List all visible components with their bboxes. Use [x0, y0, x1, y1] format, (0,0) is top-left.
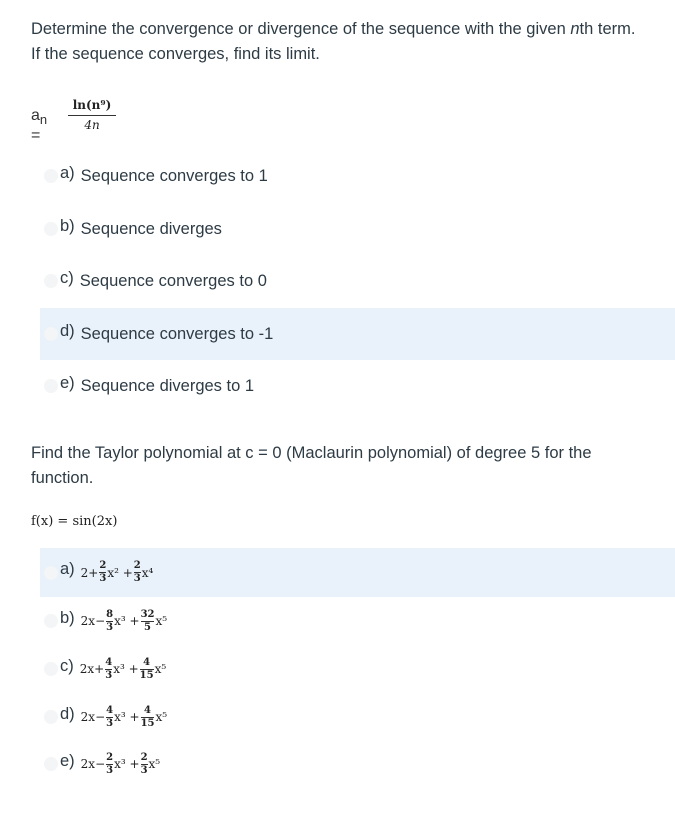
answer-text: Sequence diverges — [80, 219, 222, 238]
prompt-text: th term. — [579, 20, 636, 38]
answer-letter: e) — [60, 751, 75, 770]
answer-letter: d) — [60, 321, 75, 340]
q1-answer-d[interactable] — [40, 308, 675, 360]
radio-button[interactable] — [44, 614, 58, 628]
polynomial: 2x− 8 3 x³ + 32 5 x⁵ — [80, 608, 168, 633]
radio-button[interactable] — [44, 169, 58, 183]
fraction: 2 3 — [106, 751, 114, 776]
q1-answer-e[interactable] — [40, 360, 675, 412]
polynomial: 2x+ 4 3 x³ + 4 15 x⁵ — [79, 656, 167, 681]
radio-button[interactable] — [44, 222, 58, 236]
prompt-text: Find the Taylor polynomial at c = 0 (Maclaurin polynomial) of degree 5 for the — [31, 444, 592, 462]
polynomial: 2x− 2 3 x³ + 2 3 x⁵ — [80, 751, 161, 776]
answer-letter: b) — [60, 216, 75, 235]
question-2-prompt — [31, 441, 671, 491]
q1-answer-b[interactable] — [40, 203, 675, 255]
equation-fraction — [68, 97, 116, 133]
radio-button[interactable] — [44, 274, 58, 288]
radio-button[interactable] — [44, 710, 58, 724]
answer-letter: c) — [60, 268, 74, 287]
answer-text: Sequence converges to -1 — [80, 324, 274, 343]
answer-letter: e) — [60, 373, 75, 392]
radio-button[interactable] — [44, 757, 58, 771]
prompt-text: If the sequence converges, find its limit. — [31, 45, 320, 63]
fraction-bar — [68, 115, 116, 116]
answer-letter: a) — [60, 560, 75, 578]
fraction: 2 3 — [140, 751, 148, 776]
q1-answer-a[interactable] — [40, 150, 675, 202]
radio-button[interactable] — [44, 662, 58, 676]
q2-answer-c[interactable] — [40, 645, 675, 693]
q2-answer-e[interactable] — [40, 740, 675, 788]
prompt-text: Determine the convergence or divergence of the sequence with the given — [31, 20, 571, 38]
fraction: 2 3 — [99, 560, 107, 584]
fraction: 4 15 — [139, 656, 154, 681]
q1-answer-c[interactable] — [40, 255, 675, 307]
fraction: 4 3 — [106, 704, 114, 729]
fraction-denominator: 4n — [84, 118, 100, 132]
radio-button[interactable] — [44, 566, 58, 580]
fraction: 8 3 — [106, 608, 114, 633]
fraction: 4 3 — [105, 656, 113, 681]
radio-button[interactable] — [44, 327, 58, 341]
answer-letter: d) — [60, 704, 75, 723]
answer-letter: a) — [60, 163, 75, 182]
fraction: 2 3 — [133, 560, 141, 584]
answer-text: Sequence converges to 1 — [80, 166, 268, 185]
function-definition: f(x) = sin(2x) — [31, 514, 118, 529]
fraction-numerator: ln(n⁹) — [72, 98, 112, 112]
q2-answer-b[interactable] — [40, 597, 675, 645]
prompt-text: function. — [31, 469, 94, 487]
prompt-var-n: n — [570, 20, 580, 38]
answer-letter: c) — [60, 656, 74, 675]
fraction: 4 15 — [140, 704, 155, 729]
polynomial: 2x− 4 3 x³ + 4 15 x⁵ — [80, 704, 168, 729]
equation-lhs: $a_n$ = — [31, 107, 48, 145]
question-1-prompt — [31, 17, 671, 67]
answer-letter: b) — [60, 608, 75, 627]
answer-text: Sequence converges to 0 — [79, 271, 267, 290]
answer-text: Sequence diverges to 1 — [80, 376, 255, 395]
q2-answer-d[interactable] — [40, 693, 675, 741]
q2-answer-a[interactable] — [40, 548, 675, 597]
radio-button[interactable] — [44, 379, 58, 393]
polynomial: 2+ 2 3 x² + 2 3 x⁴ — [80, 560, 154, 584]
fraction: 32 5 — [140, 608, 155, 633]
